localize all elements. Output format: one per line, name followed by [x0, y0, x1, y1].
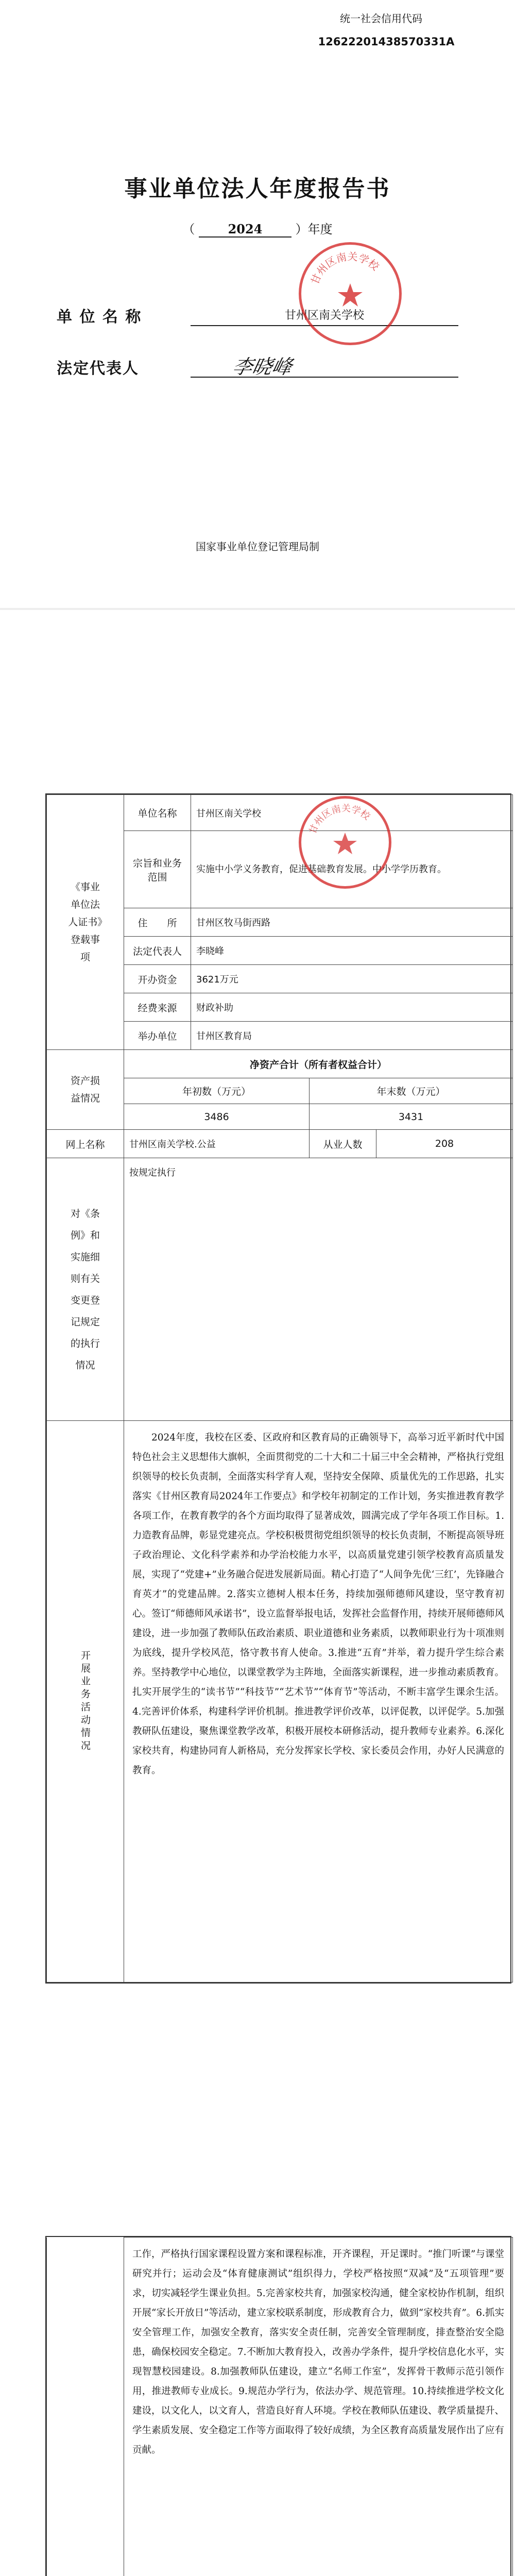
cert-row-label: 单位名称	[124, 795, 191, 831]
cert-row-value: 财政补助	[191, 993, 513, 1022]
official-seal-icon	[299, 796, 391, 889]
legal-rep-signature-line	[191, 355, 458, 378]
legal-rep-label: 法定代表人	[57, 360, 139, 378]
website-value: 甘州区南关学校.公益	[124, 1130, 310, 1158]
business-content	[124, 1421, 513, 1982]
cert-row-value: 李晓峰	[191, 937, 513, 965]
business-content-continued	[124, 2238, 513, 2576]
unit-name-label: 单 位 名 称	[57, 308, 142, 326]
asset-header: 净资产合计（所有者权益合计）	[124, 1050, 513, 1078]
page-title: 事业单位法人年度报告书	[124, 176, 391, 202]
cert-row-label: 宗旨和业务范围	[124, 831, 191, 908]
cert-section-label-cell	[47, 795, 124, 1050]
cert-row-value: 实施中小学义务教育，促进基础教育发展。中小学学历教育。	[191, 831, 513, 908]
business-label: 开展业务活动情况	[79, 1650, 91, 1753]
website-label: 网上名称	[47, 1130, 124, 1158]
business-text	[132, 1428, 504, 1781]
report-year-line	[0, 219, 515, 238]
asset-col-begin: 年初数（万元）	[124, 1078, 310, 1104]
issuer-text: 国家事业单位登记管理局制	[196, 540, 319, 553]
compliance-label-cell	[47, 1158, 124, 1421]
cert-row-value: 甘州区牧马街西路	[191, 908, 513, 937]
credit-code: 12622201438570331A	[318, 36, 455, 48]
report-table-2	[45, 2236, 511, 2576]
report-year: 2024	[199, 222, 291, 238]
cert-section-label: 《事业单位法人证书》登载事项	[68, 882, 102, 963]
cert-row-label: 住 所	[124, 908, 191, 937]
cert-row-label: 开办资金	[124, 965, 191, 993]
business-text-continued	[132, 2245, 504, 2460]
asset-begin-value: 3486	[124, 1104, 310, 1130]
year-suffix: ）年度	[295, 222, 333, 236]
cert-row-value: 甘州区南关学校	[191, 795, 513, 831]
year-prefix: （	[182, 222, 195, 236]
cert-row-label: 法定代表人	[124, 937, 191, 965]
asset-col-end: 年末数（万元）	[310, 1078, 513, 1104]
asset-section-label: 资产损益情况	[70, 1075, 100, 1104]
staff-value: 208	[376, 1130, 513, 1158]
cert-row-value: 甘州区教育局	[191, 1022, 513, 1050]
report-table-1	[45, 793, 511, 1984]
business-label-cell	[47, 1421, 124, 1982]
asset-end-value: 3431	[310, 1104, 513, 1130]
staff-label: 从业人数	[310, 1130, 376, 1158]
cert-row-label: 经费来源	[124, 993, 191, 1022]
business-paragraph: 工作，严格执行国家课程设置方案和课程标准，开齐课程，开足课时。“推门听课”与课堂研究并行；运动会及“体育健康测试”组织得力，学校严格按照“双减”及“五项管理”要求，切实减轻学生课业负担。5.完善家校共育，加强家校沟通，健全家校协作机制，组织开展“家长开放日”等活动，建立家校联系制度，形成教育合力，做到“家校共育”。6.抓实安全管理工作，加强安全教育，落实安全责任制，完善安全管理制度，排查整治安全隐患，确保校园安全稳定。7.不断加大教育投入，改善办学条件，提升学校信息化水平，实现智慧校园建设。8.加强教师队伍建设，建立“名师工作室”，发挥骨干教师示范引领作用，推进教师专业成长。9.规范办学行为，依法办学、规范管理。10.持续推进学校文化建设，以文化人，以文育人，营造良好育人环境。学校在教师队伍建设、教学质量提升、学生素质发展、安全稳定工作等方面取得了较好成绩，为全区教育高质量发展作出了应有贡献。	[132, 2249, 504, 2455]
cert-row-label: 举办单位	[124, 1022, 191, 1050]
compliance-label: 对《条例》和实施细则有关变更登记规定的执行情况	[70, 1208, 100, 1371]
legal-rep-signature: 李晓峰	[230, 355, 294, 378]
credit-code-label: 统一社会信用代码	[340, 12, 422, 25]
unit-name-value: 甘州区南关学校	[191, 307, 458, 326]
asset-label-cell	[47, 1050, 124, 1130]
page-divider	[0, 608, 515, 610]
cert-row-value: 3621万元	[191, 965, 513, 993]
official-seal-icon	[299, 242, 402, 345]
compliance-value: 按规定执行	[124, 1158, 513, 1421]
seal-text: 甘州区南关学校	[308, 250, 382, 286]
business-paragraph: 2024年度，我校在区委、区政府和区教育局的正确领导下，高举习近平新时代中国特色社会主义思想伟大旗帜，全面贯彻党的二十大和二十届三中全会精神，严格执行党组织领导的校长负责制，全面落实科学育人观，坚持安全保障、质量优先的工作思路，扎实落实《甘州区教育局2024年工作要点》和学校年初制定的工作计划，务实推进教育教学各项工作，在教育教学的各个方面均取得了显著成效，圆满完成了学年各项工作目标。1.力造教育品牌，彰显党建亮点。学校积极贯彻党组织领导的校长负责制，不断提高领导班子政治理论、文化科学素养和办学治校能力水平，以高质量党建引领学校教育高质量发展，实现了“党建+”业务融合促进发展新局面。精心打造了“人间争先优‘三红’，先锋融合育英才”的党建品牌。2.落实立德树人根本任务，持续加强师德师风建设，坚守教育初心。签订“师德师风承诺书”，设立监督举报电话，发挥社会监督作用，持续开展师德师风建设，进一步加强了教师队伍政治素质、职业道德和业务素质，以教师职业行为十项准则为底线，提升学校风范，恪守教书育人使命。3.推进“五育”并举，着力提升学生综合素养。坚持教学中心地位，以课堂教学为主阵地，全面落实新课程，进一步推动素质教育。扎实开展学生的“读书节”“科技节”“艺术节”“体育节”等活动，不断丰富学生课余生活。4.完善评价体系，构建科学评价机制。推进教学评价改革，以评促教，以评促学。5.加强教研队伍建设，聚焦课堂教学改革，积极开展校本研修活动，提升教师专业素养。6.深化家校共育，构建协同育人新格局，充分发挥家长学校、家长委员会作用，办好人民满意的教育。	[132, 1432, 504, 1776]
business-continued-label	[47, 2238, 124, 2576]
seal-text: 甘州区南关学校	[307, 803, 372, 836]
